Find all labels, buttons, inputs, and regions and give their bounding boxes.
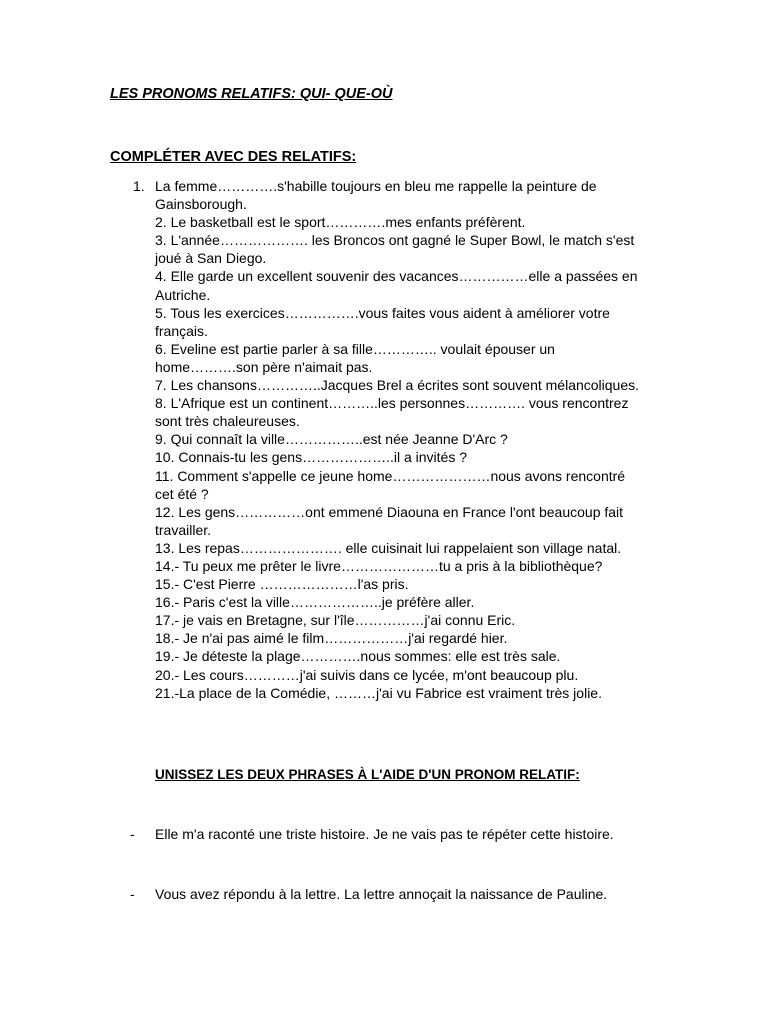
exercise-line: 7. Les chansons…………..Jacques Brel a écrites sont souvent mélancoliques. <box>155 377 640 394</box>
exercise-line: 18.- Je n'ai pas aimé le film………………j'ai regardé hier. <box>155 630 508 647</box>
exercise-line: 10. Connais-tu les gens………………..il a invités ? <box>155 449 468 466</box>
exercise-line: travailler. <box>155 521 212 538</box>
exercise-line: 16.- Paris c'est la ville………………..je préfère aller. <box>155 594 475 611</box>
exercise-line: 3. L'année………………. les Broncos ont gagné le Super Bowl, le match s'est <box>155 232 635 249</box>
exercise-line: 19.- Je déteste la plage………….nous sommes: elle est très sale. <box>155 648 561 665</box>
exercise-line: 14.- Tu peux me prêter le livre…………………tu a pris à la bibliothèque? <box>155 557 603 574</box>
section-heading-complete: COMPLÉTER AVEC DES RELATIFS: <box>110 149 357 165</box>
list-number: 1. <box>133 178 145 194</box>
exercise-line: Gainsborough. <box>155 196 247 213</box>
exercise-line: 12. Les gens……………ont emmené Diaouna en France l'ont beaucoup fait <box>155 503 624 520</box>
list-item <box>130 886 607 902</box>
exercise-line: Autriche. <box>155 286 211 303</box>
exercise-line: 2. Le basketball est le sport………….mes enfants préfèrent. <box>155 214 526 231</box>
exercise-line: 8. L'Afrique est un continent………..les personnes…………. vous rencontrez <box>155 395 629 412</box>
exercise-line: 21.-La place de la Comédie, ………j'ai vu Fabrice est vraiment très jolie. <box>155 684 602 701</box>
exercise-line: 20.- Les cours…………j'ai suivis dans ce lycée, m'ont beaucoup plu. <box>155 666 579 683</box>
exercise-line: cet été ? <box>155 485 209 502</box>
sentence-text: Vous avez répondu à la lettre. La lettre annoçait la naissance de Pauline. <box>155 886 608 902</box>
bullet-dash: - <box>130 886 135 902</box>
exercise-line: 5. Tous les exercices…………….vous faites vous aident à améliorer votre <box>155 304 610 321</box>
exercise-line: 6. Eveline est partie parler à sa fille………….. voulait épouser un <box>155 340 555 357</box>
page-title: LES PRONOMS RELATIFS: QUI- QUE-OÙ <box>110 86 393 102</box>
exercise-line: 4. Elle garde un excellent souvenir des vacances……………elle a passées en <box>155 268 638 285</box>
section-heading-combine: UNISSEZ LES DEUX PHRASES À L'AIDE D'UN PRONOM RELATIF: <box>155 767 580 782</box>
sentence-text: Elle m'a raconté une triste histoire. Je ne vais pas te répéter cette histoire. <box>155 826 614 842</box>
list-item <box>130 826 614 842</box>
exercise-line: joué à San Diego. <box>155 250 267 267</box>
exercise-line: La femme………….s'habille toujours en bleu me rappelle la peinture de <box>155 178 597 194</box>
bullet-dash: - <box>130 826 135 842</box>
exercise-line: sont très chaleureuses. <box>155 413 300 430</box>
exercise-line: 13. Les repas…………………. elle cuisinait lui rappelaient son village natal. <box>155 539 622 556</box>
exercise-list <box>133 177 655 702</box>
exercise-line: home……….son père n'aimait pas. <box>155 358 373 375</box>
exercise-line: français. <box>155 322 208 339</box>
exercise-line: 9. Qui connaît la ville……………..est née Jeanne D'Arc ? <box>155 431 508 448</box>
exercise-line: 11. Comment s'appelle ce jeune home…………………nous avons rencontré <box>155 467 626 484</box>
exercise-line: 15.- C'est Pierre …………………l'as pris. <box>155 576 409 593</box>
exercise-line: 17.- je vais en Bretagne, sur l'île……………j'ai connu Eric. <box>155 612 516 629</box>
